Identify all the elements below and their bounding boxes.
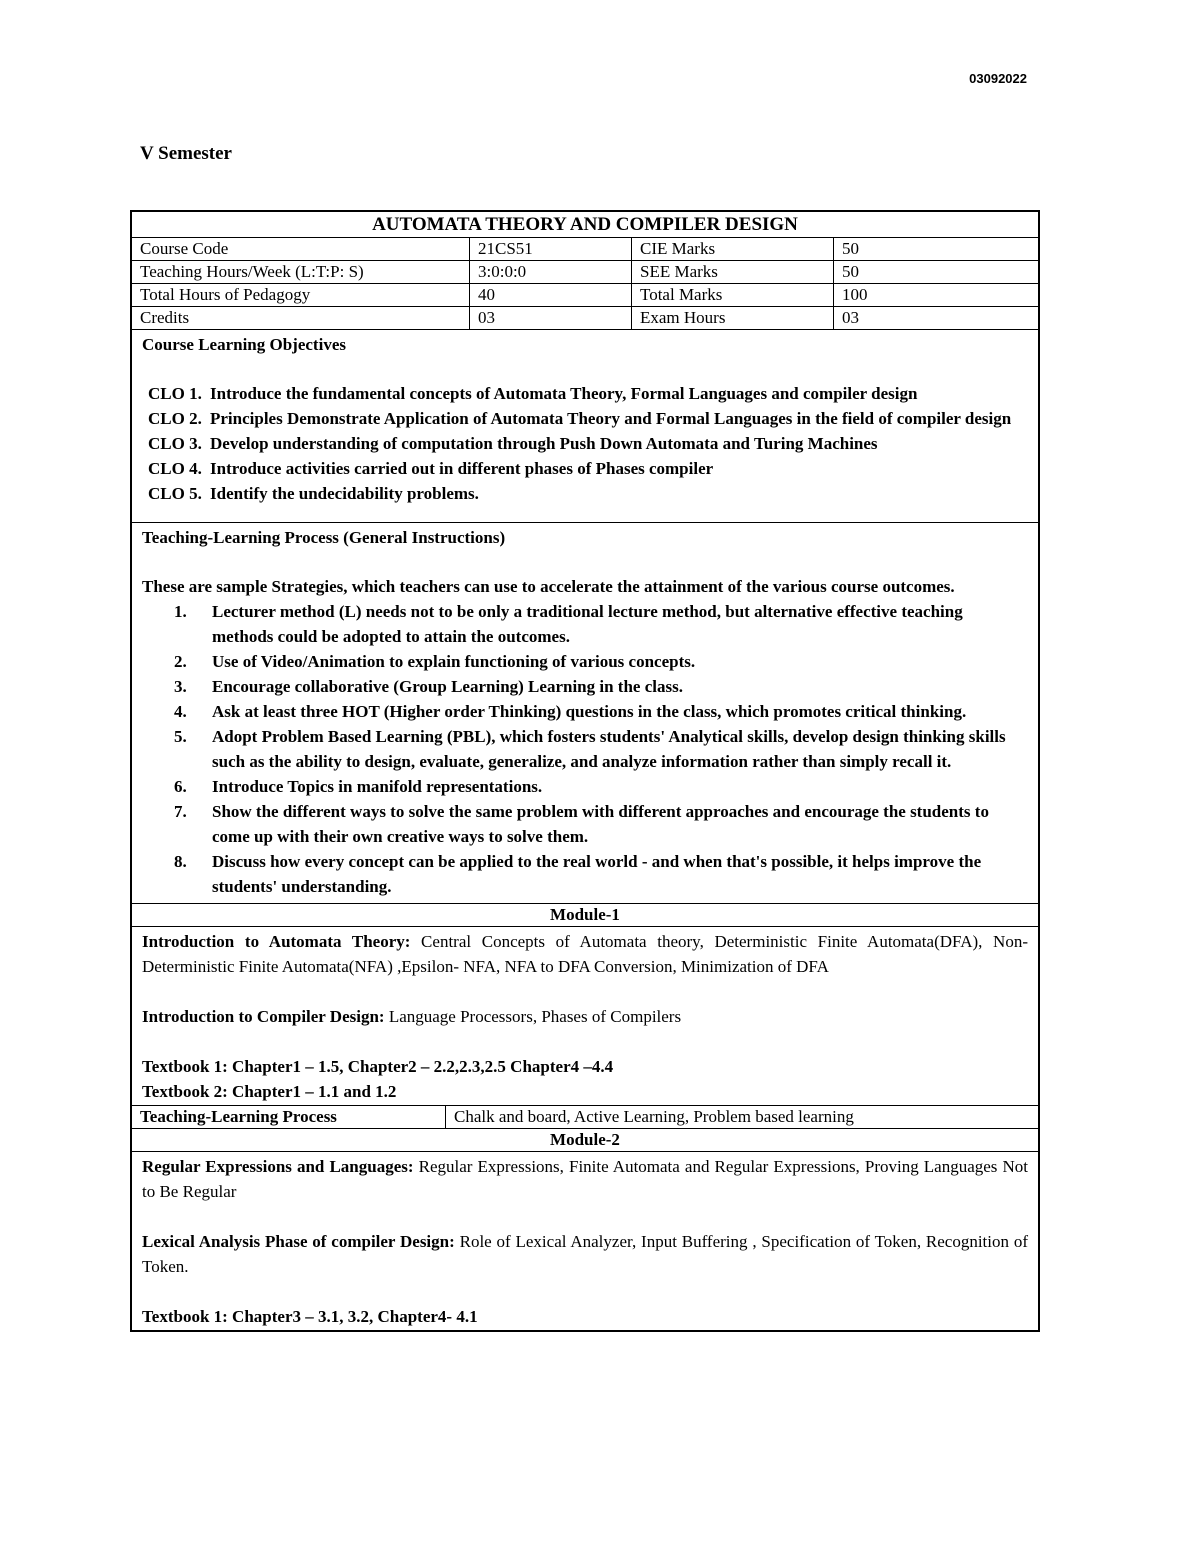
clo-text: Introduce the fundamental concepts of Automata Theory, Formal Languages and compiler design [210, 384, 918, 403]
tlp-item [174, 674, 1028, 699]
course-info-row [132, 261, 1038, 284]
info-label: CIE Marks [632, 238, 834, 260]
tlp-label: Teaching-Learning Process [132, 1106, 446, 1128]
clo-item [148, 456, 1028, 481]
info-value: 100 [842, 285, 868, 304]
tlp-text: Show the different ways to solve the same problem with different approaches and encourage the students to come up with their own creative ways to solve them. [212, 802, 989, 846]
semester-label: V Semester [140, 143, 232, 164]
textbook-reference: Textbook 1: Chapter1 – 1.5, Chapter2 – 2.2,2.3,2.5 Chapter4 –4.4 [142, 1057, 614, 1076]
teaching-learning-section [132, 523, 1038, 904]
textbook-reference: Textbook 1: Chapter3 – 3.1, 3.2, Chapter4- 4.1 [142, 1307, 478, 1326]
clo-number: CLO 1. [148, 384, 202, 403]
module-1-paragraph [142, 929, 1028, 979]
tlp-text: Use of Video/Animation to explain functioning of various concepts. [212, 652, 696, 671]
tlp-text: Ask at least three HOT (Higher order Thinking) questions in the class, which promotes critical thinking. [212, 702, 967, 721]
info-value: 03 [842, 308, 859, 327]
info-value: 03 [470, 307, 632, 329]
course-info-row [132, 307, 1038, 330]
info-label: Total Hours of Pedagogy [132, 284, 470, 306]
tlp-text: Encourage collaborative (Group Learning) Learning in the class. [212, 677, 683, 696]
tlp-number: 4. [174, 702, 187, 721]
info-value: 3:0:0:0 [470, 261, 632, 283]
tlp-text: Discuss how every concept can be applied to the real world - and when that's possible, it helps improve the students' understanding. [212, 852, 982, 896]
tlp-item [174, 724, 1028, 774]
tlp-number: 8. [174, 852, 187, 871]
clo-section [132, 330, 1038, 523]
clo-number: CLO 3. [148, 434, 202, 453]
info-value: 50 [842, 262, 859, 281]
module-2-paragraph [142, 1154, 1028, 1204]
clo-heading: Course Learning Objectives [142, 335, 346, 354]
clo-text: Introduce activities carried out in different phases of Phases compiler [210, 459, 714, 478]
module-1-paragraph [142, 1004, 1028, 1029]
clo-text: Principles Demonstrate Application of Automata Theory and Formal Languages in the field of compiler design [210, 409, 1012, 428]
course-title: AUTOMATA THEORY AND COMPILER DESIGN [132, 212, 1038, 238]
tlp-number: 6. [174, 777, 187, 796]
clo-item [148, 381, 1028, 406]
topic-body: Language Processors, Phases of Compilers [384, 1007, 682, 1026]
clo-item [148, 481, 1028, 506]
module-2-content [132, 1152, 1038, 1330]
module-1-tlp-row [132, 1106, 1038, 1129]
tlp-number: 2. [174, 652, 187, 671]
tlp-number: 3. [174, 677, 187, 696]
tlp-number: 1. [174, 602, 187, 621]
topic-heading: Regular Expressions and Languages: [142, 1157, 414, 1176]
document-date: 03092022 [969, 71, 1027, 86]
info-label: Exam Hours [632, 307, 834, 329]
topic-heading: Lexical Analysis Phase of compiler Design: [142, 1232, 455, 1251]
clo-text: Develop understanding of computation through Push Down Automata and Turing Machines [210, 434, 878, 453]
topic-body: Central Concepts of Automata theory, Deterministic Finite Automata(DFA), Non- Deterministic Finite Automata(NFA) ,Epsilon- NFA, NFA to DFA Conversion, Minimization of DFA [142, 932, 1028, 976]
tlp-item [174, 849, 1028, 899]
info-value: 40 [470, 284, 632, 306]
module-2-paragraph [142, 1229, 1028, 1279]
tlp-list [142, 599, 1028, 899]
clo-number: CLO 2. [148, 409, 202, 428]
clo-text: Identify the undecidability problems. [210, 484, 479, 503]
tlp-item [174, 774, 1028, 799]
tlp-text: Lecturer method (L) needs not to be only a traditional lecture method, but alternative effective teaching methods could be adopted to attain the outcomes. [212, 602, 963, 646]
tlp-text: Adopt Problem Based Learning (PBL), which fosters students' Analytical skills, develop design thinking skills such as the ability to design, evaluate, generalize, and analyze information rather than simply recall it. [212, 727, 1006, 771]
tlp-text: Introduce Topics in manifold representations. [212, 777, 543, 796]
tlp-item [174, 699, 1028, 724]
tlp-intro: These are sample Strategies, which teachers can use to accelerate the attainment of the various course outcomes. [142, 577, 955, 596]
tlp-item [174, 799, 1028, 849]
course-info-row [132, 238, 1038, 261]
clo-item [148, 431, 1028, 456]
tlp-item [174, 649, 1028, 674]
info-value: 50 [842, 239, 859, 258]
info-label: Total Marks [632, 284, 834, 306]
course-table [130, 210, 1040, 1332]
module-2-title: Module-2 [132, 1129, 1038, 1152]
tlp-number: 5. [174, 727, 187, 746]
topic-body: Role of Lexical Analyzer, Input Buffering , Specification of Token, Recognition of Token. [142, 1232, 1028, 1276]
module-1-title: Module-1 [132, 904, 1038, 927]
tlp-item [174, 599, 1028, 649]
clo-number: CLO 4. [148, 459, 202, 478]
clo-number: CLO 5. [148, 484, 202, 503]
topic-heading: Introduction to Automata Theory: [142, 932, 411, 951]
clo-list [148, 381, 1028, 506]
clo-item [148, 406, 1028, 431]
info-value: 21CS51 [470, 238, 632, 260]
tlp-value: Chalk and board, Active Learning, Problem based learning [454, 1107, 854, 1126]
topic-body: Regular Expressions, Finite Automata and Regular Expressions, Proving Languages Not to Be Regular [142, 1157, 1028, 1201]
topic-heading: Introduction to Compiler Design: [142, 1007, 385, 1026]
info-label: SEE Marks [632, 261, 834, 283]
info-label: Teaching Hours/Week (L:T:P: S) [132, 261, 470, 283]
module-1-content [132, 927, 1038, 1106]
info-label: Course Code [132, 238, 470, 260]
textbook-reference: Textbook 2: Chapter1 – 1.1 and 1.2 [142, 1082, 397, 1101]
tlp-number: 7. [174, 802, 187, 821]
course-info-row [132, 284, 1038, 307]
tlp-heading: Teaching-Learning Process (General Instructions) [142, 528, 506, 547]
info-label: Credits [132, 307, 470, 329]
